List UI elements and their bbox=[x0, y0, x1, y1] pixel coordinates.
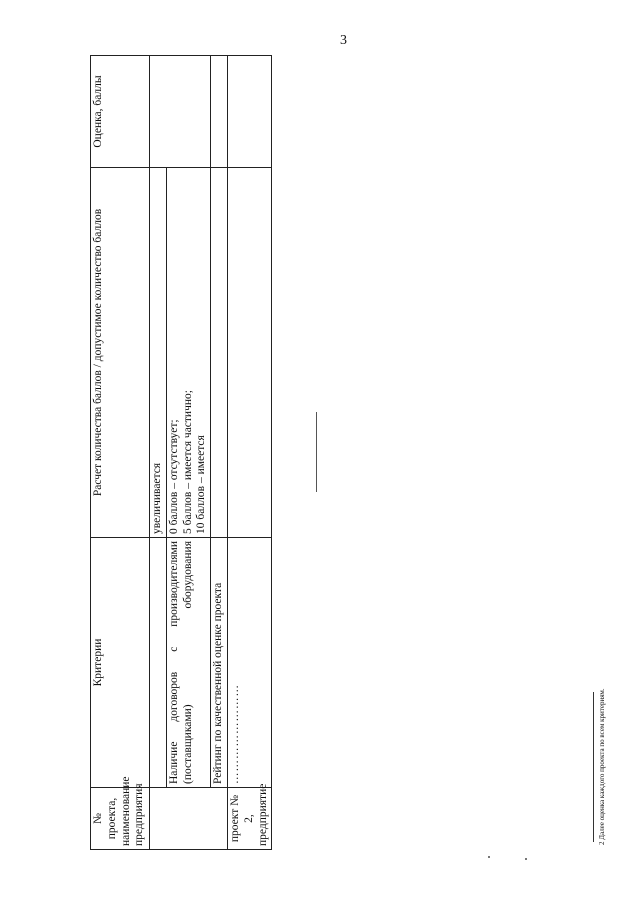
table-header-row bbox=[91, 56, 150, 850]
rotated-criteria-table bbox=[90, 56, 278, 850]
table-row bbox=[166, 56, 210, 850]
header-calc: Расчет количества баллов / допустимое количество баллов bbox=[91, 168, 150, 538]
next-project-score-cell bbox=[227, 56, 271, 168]
scan-speck bbox=[488, 856, 490, 858]
score-cell bbox=[150, 56, 211, 168]
header-criteria: Критерии bbox=[91, 538, 150, 788]
header-project: № проекта, наименование предприятия bbox=[91, 788, 150, 850]
rating-label: Рейтинг по качественной оценке проекта bbox=[211, 538, 228, 788]
separator-line bbox=[316, 412, 317, 492]
criterion-text: Наличие договоров с производителями (поставщиками) оборудования bbox=[166, 538, 210, 788]
table-row bbox=[227, 56, 271, 850]
score-option: 10 баллов – имеется bbox=[195, 435, 208, 534]
footnote: 2 Далее оценка каждого проекта по всем критериям. bbox=[598, 688, 606, 845]
score-option: 0 баллов – отсутствует; bbox=[167, 419, 180, 534]
rating-score-cell bbox=[211, 56, 228, 168]
score-option: 5 баллов – имеется частично; bbox=[181, 390, 194, 534]
page-number: 3 bbox=[340, 33, 347, 48]
table-row bbox=[211, 56, 228, 850]
criterion-cell-continued bbox=[150, 538, 167, 788]
next-project-dots: …………………… bbox=[227, 538, 271, 788]
next-project-cell bbox=[227, 783, 271, 850]
continued-text: увеличивается bbox=[150, 168, 167, 538]
scan-speck bbox=[525, 858, 527, 860]
rating-calc-cell bbox=[211, 168, 228, 538]
header-score: Оценка, баллы bbox=[91, 56, 150, 168]
score-options-cell bbox=[166, 168, 210, 538]
project-cell-empty bbox=[150, 788, 228, 850]
next-project-calc-cell bbox=[227, 168, 271, 538]
footnote-rule bbox=[593, 692, 594, 842]
criteria-table bbox=[90, 55, 272, 850]
next-project-label: проект № 2, предприятие bbox=[228, 783, 269, 846]
table-row bbox=[150, 56, 167, 850]
